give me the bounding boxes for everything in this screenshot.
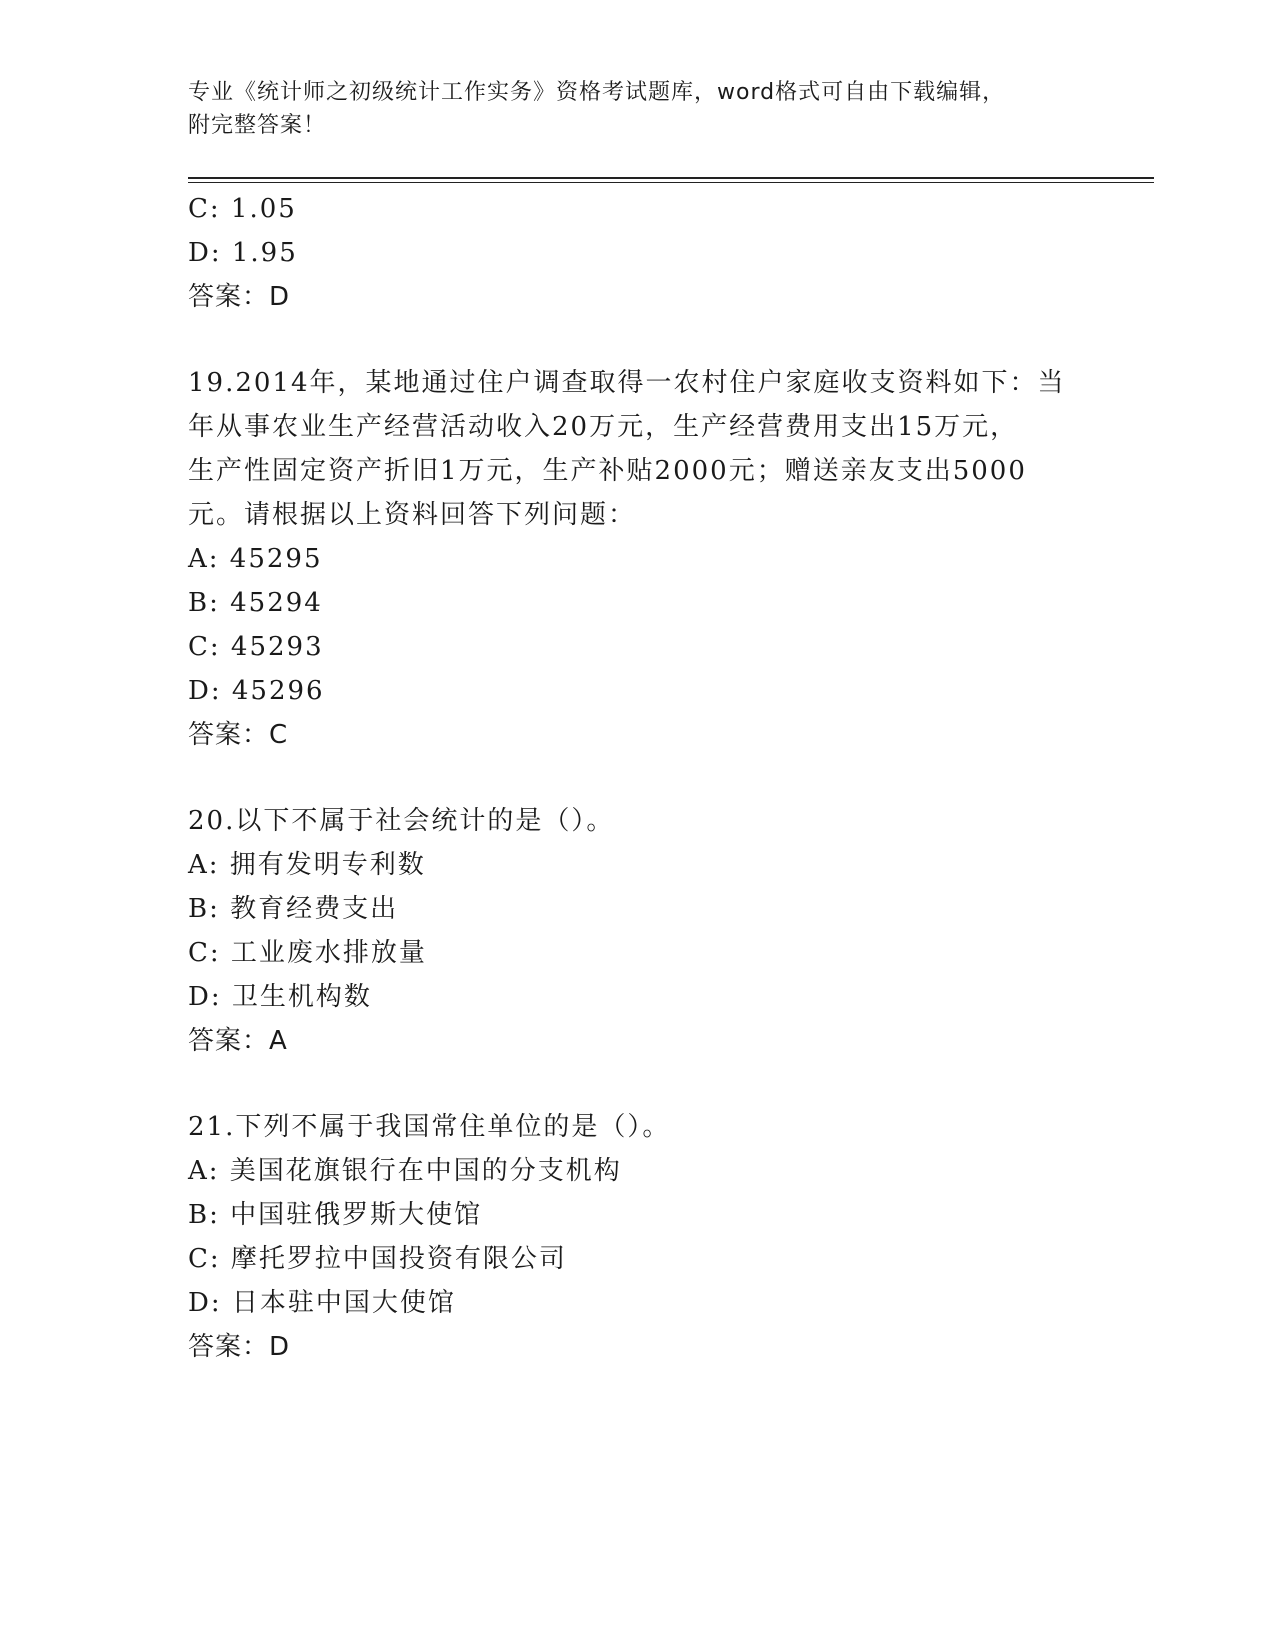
q21-stem: 21.下列不属于我国常住单位的是（）。 [188, 1112, 671, 1142]
q19-answer: 答案：C [188, 720, 289, 750]
q20-option-c: C: 工业废水排放量 [188, 938, 427, 968]
q19-option-d: D: 45296 [188, 676, 325, 706]
q19-option-b: B: 45294 [188, 588, 323, 618]
q19-stem-line-3: 生产性固定资产折旧1万元，生产补贴2000元；赠送亲友支出5000 [188, 456, 1027, 486]
header-line-2: 附完整答案！ [188, 113, 327, 138]
q19-option-a: A: 45295 [188, 544, 323, 574]
header-rule-thin [188, 182, 1154, 183]
q19-option-c: C: 45293 [188, 632, 324, 662]
document-header [188, 76, 1088, 142]
prev-option-c: C: 1.05 [188, 194, 297, 224]
prev-option-d: D: 1.95 [188, 238, 298, 268]
q20-stem: 20.以下不属于社会统计的是（）。 [188, 806, 615, 836]
q20-option-a: A: 拥有发明专利数 [188, 850, 426, 880]
q21-option-a: A: 美国花旗银行在中国的分支机构 [188, 1156, 622, 1186]
q19-stem-line-4: 元。请根据以上资料回答下列问题： [188, 500, 637, 530]
header-rule-thick [188, 177, 1154, 179]
prev-answer: 答案：D [188, 282, 291, 312]
q20-option-d: D: 卫生机构数 [188, 982, 372, 1012]
q20-option-b: B: 教育经费支出 [188, 894, 399, 924]
q21-option-b: B: 中国驻俄罗斯大使馆 [188, 1200, 483, 1230]
q21-option-d: D: 日本驻中国大使馆 [188, 1288, 456, 1318]
q21-answer: 答案：D [188, 1332, 291, 1362]
q19-stem-line-1: 19.2014年，某地通过住户调查取得一农村住户家庭收支资料如下：当 [188, 368, 1066, 398]
q19-stem-line-2: 年从事农业生产经营活动收入20万元，生产经营费用支出15万元， [188, 412, 1019, 442]
q20-answer: 答案：A [188, 1026, 288, 1056]
q21-option-c: C: 摩托罗拉中国投资有限公司 [188, 1244, 567, 1274]
header-line-1: 专业《统计师之初级统计工作实务》资格考试题库，word格式可自由下载编辑， [188, 80, 1006, 105]
